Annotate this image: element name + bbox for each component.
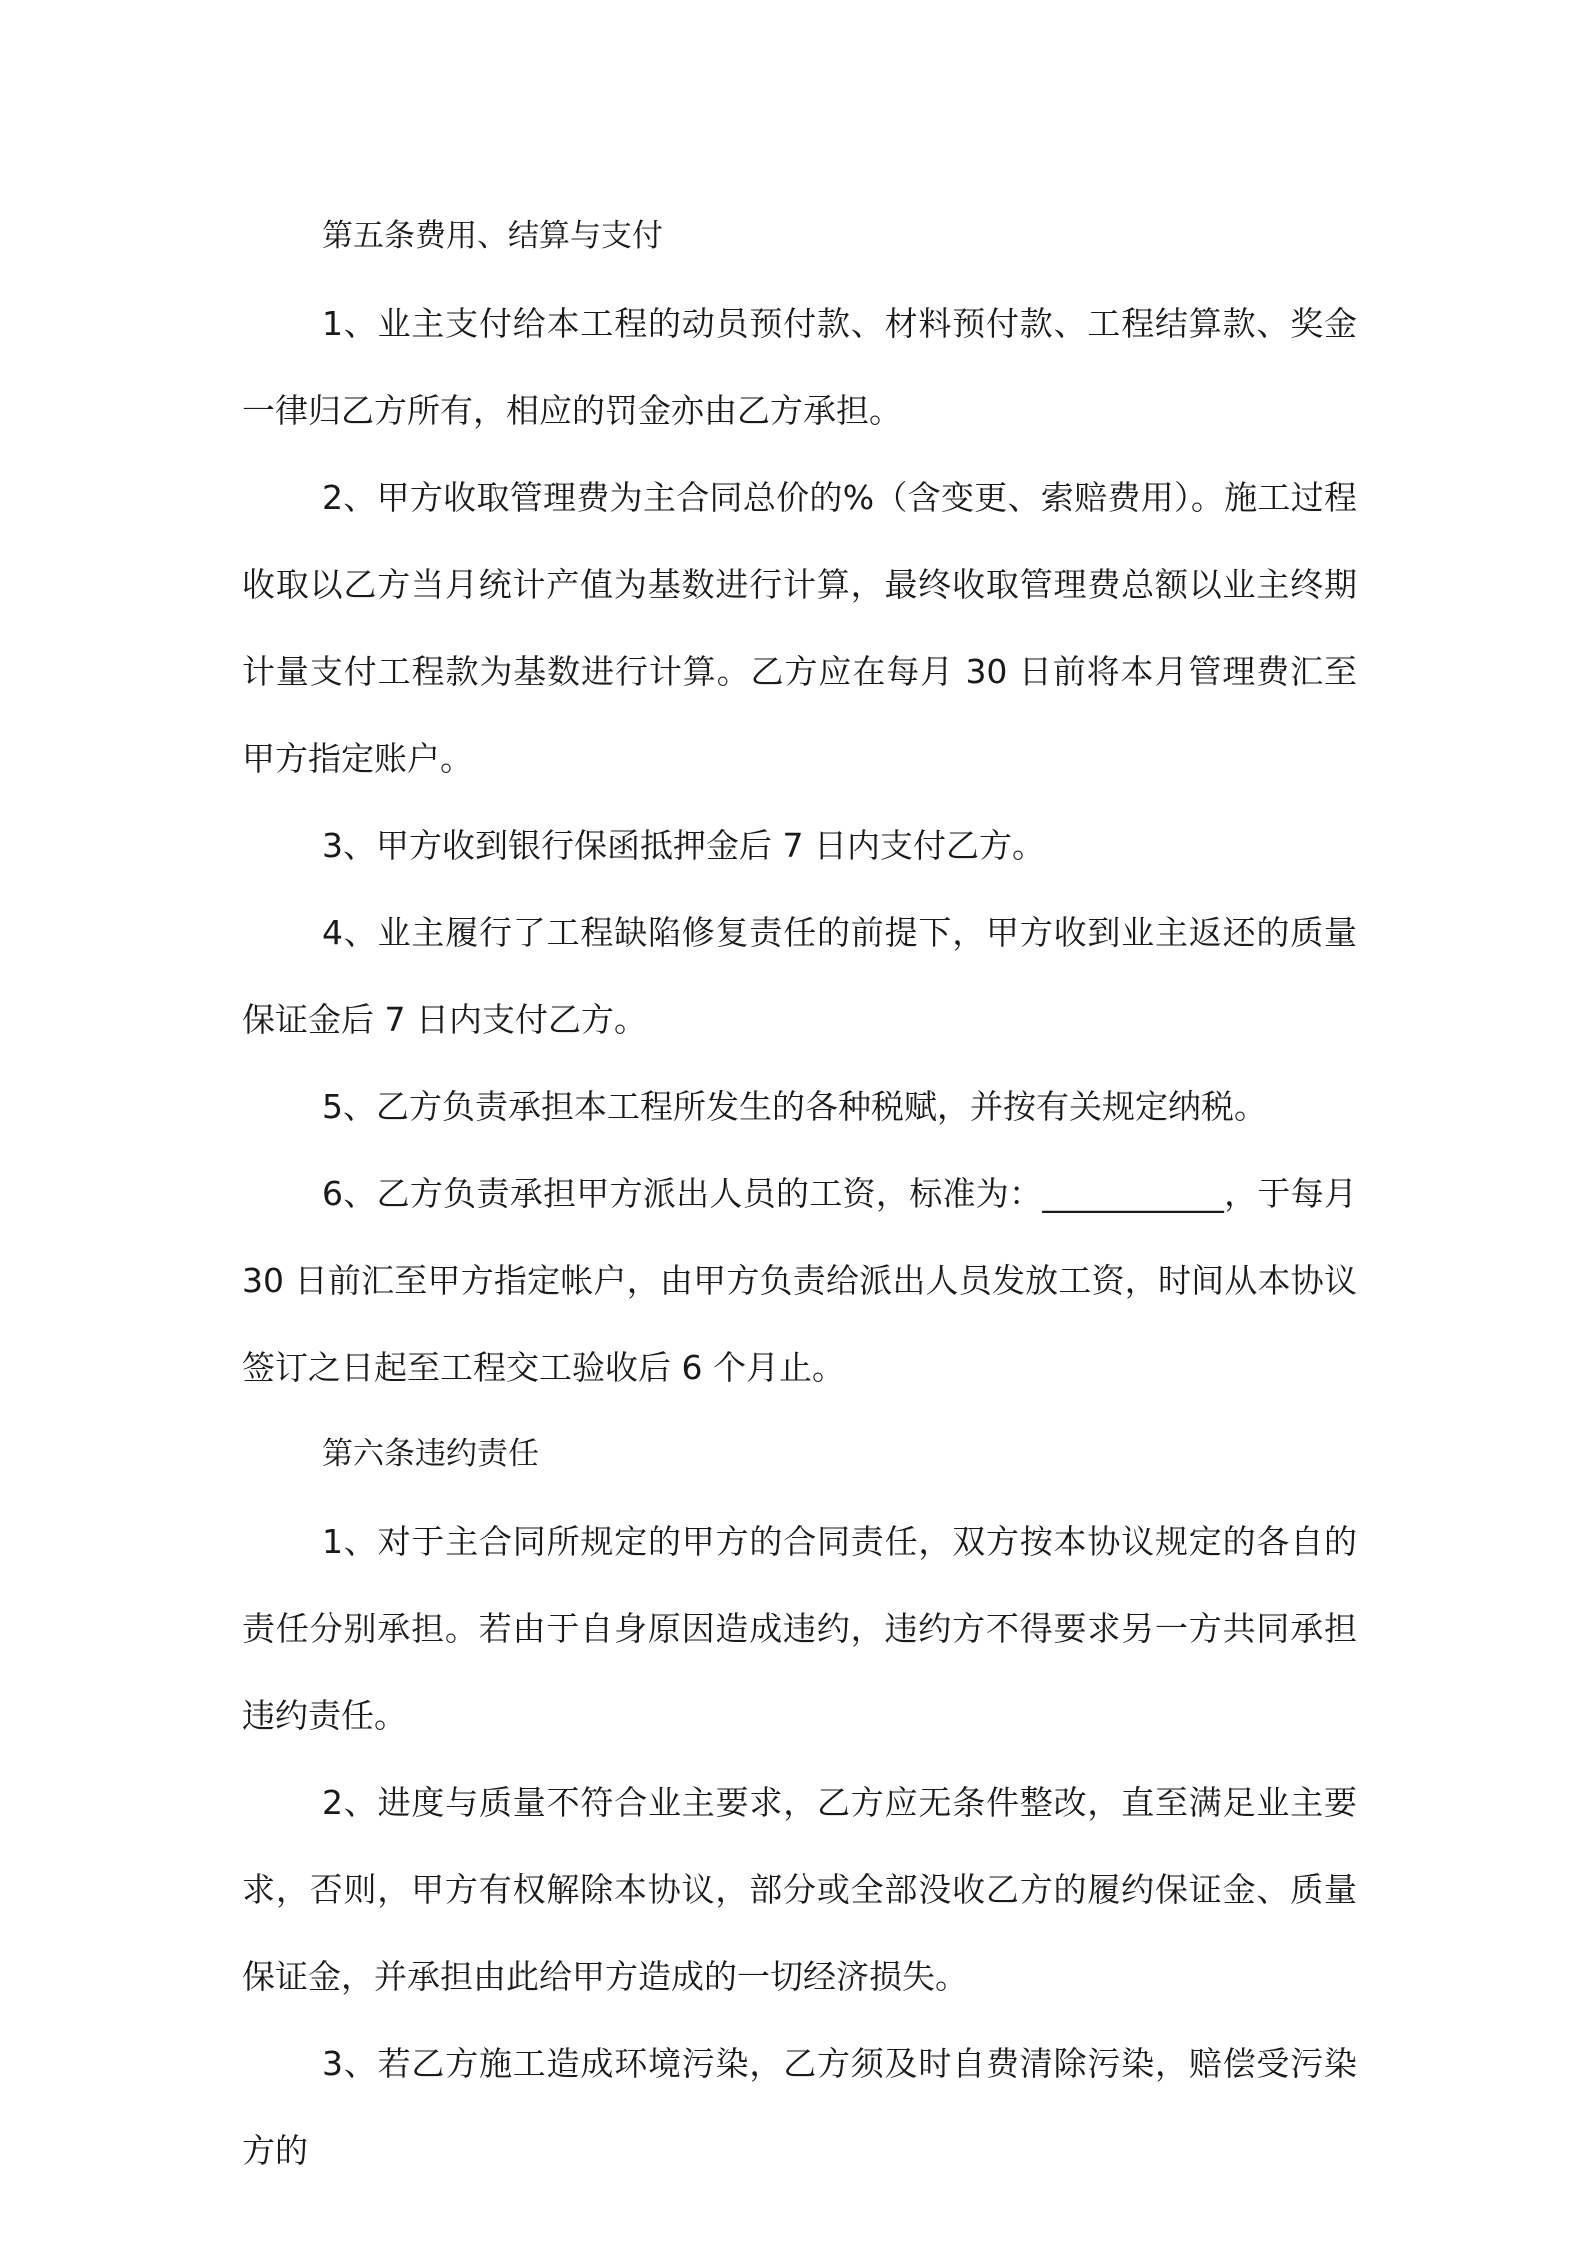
section-6-item-1: 1、对于主合同所规定的甲方的合同责任，双方按本协议规定的各自的责任分别承担。若由于自身原因造成违约，违约方不得要求另一方共同承担违约责任。	[242, 1522, 1357, 1735]
section-5-item-1: 1、业主支付给本工程的动员预付款、材料预付款、工程结算款、奖金一律归乙方所有，相应的罚金亦由乙方承担。	[242, 304, 1357, 430]
section-6-item-2: 2、进度与质量不符合业主要求，乙方应无条件整改，直至满足业主要求，否则，甲方有权解除本协议，部分或全部没收乙方的履约保证金、质量保证金，并承担由此给甲方造成的一切经济损失。	[242, 1783, 1357, 1996]
section-5-item-5: 5、乙方负责承担本工程所发生的各种税赋，并按有关规定纳税。	[322, 1087, 1267, 1126]
section-5-item-6: 6、乙方负责承担甲方派出人员的工资，标准为：___________，于每月 30 日前汇至甲方指定帐户，由甲方负责给派出人员发放工资，时间从本协议签订之日起至工程交工验收后 6 个月止。	[242, 1174, 1357, 1387]
section-6-heading: 第六条违约责任	[322, 1436, 539, 1472]
section-5-item-4: 4、业主履行了工程缺陷修复责任的前提下，甲方收到业主返还的质量保证金后 7 日内支付乙方。	[242, 913, 1357, 1039]
section-5-item-3: 3、甲方收到银行保函抵押金后 7 日内支付乙方。	[322, 826, 1045, 865]
document-body	[242, 193, 1357, 2194]
section-6-item-3: 3、若乙方施工造成环境污染，乙方须及时自费清除污染，赔偿受污染方的	[242, 2044, 1357, 2170]
section-5-item-2: 2、甲方收取管理费为主合同总价的%（含变更、索赔费用）。施工过程收取以乙方当月统计产值为基数进行计算，最终收取管理费总额以业主终期计量支付工程款为基数进行计算。乙方应在每月 30 日前将本月管理费汇至甲方指定账户。	[242, 478, 1357, 778]
section-5-heading: 第五条费用、结算与支付	[322, 218, 663, 254]
